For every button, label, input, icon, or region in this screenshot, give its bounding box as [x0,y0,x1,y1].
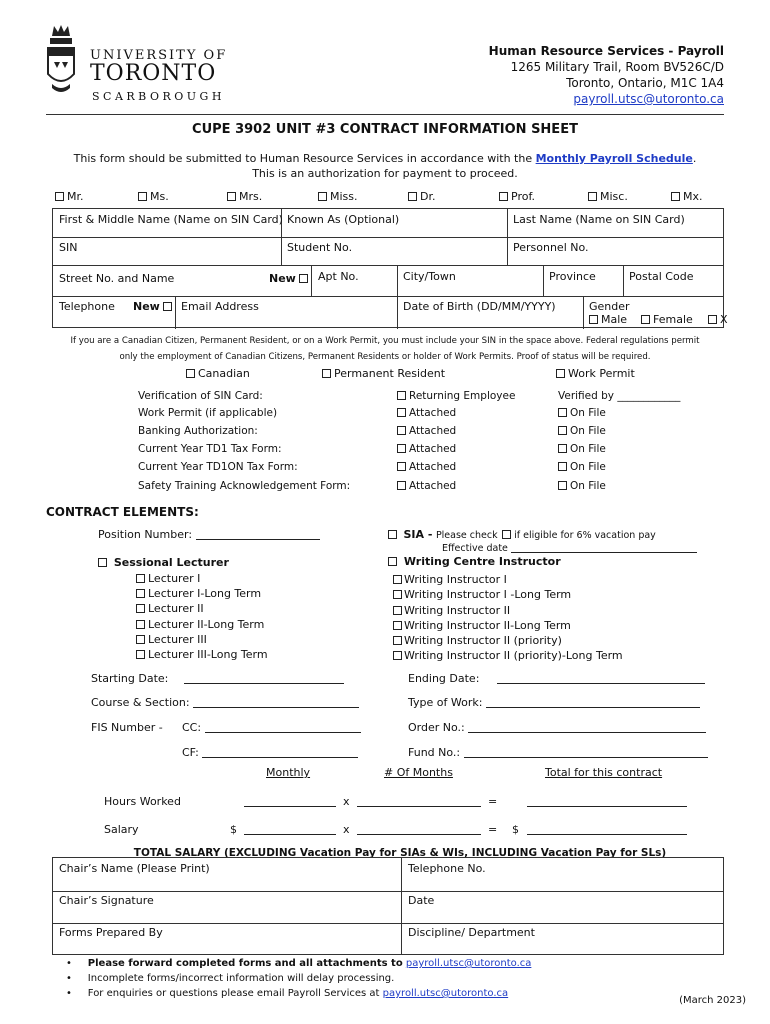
province-field[interactable]: Province [549,270,596,283]
citizenship-note-line1: If you are a Canadian Citizen, Permanent Resident, or on a Work Permit, you must include your SIN in the space above. Federal regulations permit [70,336,700,346]
office-name: Human Resource Services - Payroll [488,44,724,58]
salutation-mr[interactable]: Mr. [55,190,84,203]
salary-months-field[interactable] [357,823,481,836]
course-section-field[interactable]: Course & Section: [91,696,359,709]
chair-telephone-field[interactable]: Telephone No. [408,862,486,875]
footer-email-link-2[interactable]: payroll.utsc@utoronto.ca [382,988,509,999]
salutation-mx[interactable]: Mx. [671,190,703,203]
office-address1: 1265 Military Trail, Room BV526C/D [510,60,724,74]
hours-monthly-field[interactable] [244,795,336,808]
monthly-header: Monthly [266,766,311,779]
lecturer-list [136,571,268,662]
chair-name-field[interactable]: Chair’s Name (Please Print) [59,862,210,875]
writing-centre-checkbox[interactable]: Writing Centre Instructor [388,555,561,568]
prepared-by-field[interactable]: Forms Prepared By [59,926,163,939]
logo-toronto: TORONTO [90,61,217,86]
td1on-onfile-checkbox[interactable]: On File [558,461,606,473]
salary-x: x [343,823,350,836]
lecturer-option[interactable]: Lecturer III-Long Term [136,647,268,662]
td1-onfile-checkbox[interactable]: On File [558,443,606,455]
salutation-dr[interactable]: Dr. [408,190,435,203]
apt-field[interactable]: Apt No. [318,270,359,283]
known-as-field[interactable]: Known As (Optional) [287,213,400,226]
personal-info-grid [52,208,728,328]
verification-label: Current Year TD1 Tax Form: [138,443,282,455]
last-name-field[interactable]: Last Name (Name on SIN Card) [513,213,685,226]
fis-number-label: FIS Number - [91,721,163,734]
signoff-grid [52,857,724,955]
signature-date-field[interactable]: Date [408,894,435,907]
work-permit-attached-checkbox[interactable]: Attached [397,407,456,419]
email-field[interactable]: Email Address [181,300,259,313]
student-no-field[interactable]: Student No. [287,241,353,254]
citizenship-note [0,333,770,365]
hours-months-field[interactable] [357,795,481,808]
salutation-ms[interactable]: Ms. [138,190,169,203]
telephone-field[interactable]: Telephone [59,300,115,313]
safety-onfile-checkbox[interactable]: On File [558,480,606,492]
writing-list [393,572,623,664]
total-contract-header: Total for this contract [545,766,663,779]
city-field[interactable]: City/Town [403,270,456,283]
safety-attached-checkbox[interactable]: Attached [397,480,456,492]
salary-monthly-field[interactable] [244,823,336,836]
office-block [489,43,724,107]
salary-total-field[interactable] [527,823,687,836]
td1on-attached-checkbox[interactable]: Attached [397,461,456,473]
header-rule [46,114,724,115]
contract-heading: CONTRACT ELEMENTS: [46,505,199,519]
writing-option[interactable]: Writing Instructor II [393,603,623,618]
salutation-miss[interactable]: Miss. [318,190,358,203]
salutation-mrs[interactable]: Mrs. [227,190,262,203]
fund-no-field[interactable]: Fund No.: [408,746,708,759]
sessional-lecturer-checkbox[interactable]: Sessional Lecturer [98,556,229,569]
salary-label: Salary [104,823,139,836]
verification-label: Current Year TD1ON Tax Form: [138,461,298,473]
dob-field[interactable]: Date of Birth (DD/MM/YYYY) [403,300,556,313]
discipline-field[interactable]: Discipline/ Department [408,926,535,939]
lecturer-option[interactable]: Lecturer II-Long Term [136,617,268,632]
writing-option[interactable]: Writing Instructor II-Long Term [393,618,623,633]
citizenship-note-line2: only the employment of Canadian Citizens, Permanent Residents or holder of Work Permits. Proof of status will be required. [119,352,651,362]
logo-university-of: UNIVERSITY OF [90,48,228,63]
writing-option[interactable]: Writing Instructor I -Long Term [393,587,623,602]
hours-total-field[interactable] [527,795,687,808]
first-name-field[interactable]: First & Middle Name (Name on SIN Card) [59,213,283,226]
work-permit-onfile-checkbox[interactable]: On File [558,407,606,419]
td1-attached-checkbox[interactable]: Attached [397,443,456,455]
starting-date-field[interactable]: Starting Date: [91,672,344,685]
footer-bullets [66,956,531,1001]
salary-total-dollar: $ [512,823,519,836]
cf-field[interactable]: CF: [182,746,358,759]
status-permanent-checkbox[interactable]: Permanent Resident [322,367,445,380]
salutation-misc[interactable]: Misc. [588,190,628,203]
lecturer-option[interactable]: Lecturer III [136,632,268,647]
ending-date-field[interactable]: Ending Date: [408,672,705,685]
payroll-schedule-link[interactable]: Monthly Payroll Schedule [535,152,693,165]
hours-x: x [343,795,350,808]
office-address2: Toronto, Ontario, M1C 1A4 [566,76,724,90]
footer-bullet-1: • Please forward completed forms and all attachments to payroll.utsc@utoronto.ca [66,958,532,969]
intro-text [0,151,770,181]
sin-field[interactable]: SIN [59,241,78,254]
order-no-field[interactable]: Order No.: [408,721,706,734]
postal-code-field[interactable]: Postal Code [629,270,694,283]
type-of-work-field[interactable]: Type of Work: [408,696,700,709]
office-email-link[interactable]: payroll.utsc@utoronto.ca [573,92,724,106]
writing-option[interactable]: Writing Instructor II (priority)-Long Term [393,648,623,663]
salutation-prof[interactable]: Prof. [499,190,535,203]
cc-field[interactable]: CC: [182,721,361,734]
sia-checkbox[interactable]: SIA - Please check if eligible for 6% vacation pay [388,528,656,541]
lecturer-option[interactable]: Lecturer II [136,601,268,616]
intro-line2: This is an authorization for payment to proceed. [252,167,518,180]
verified-by-field[interactable]: Verified by ____________ [558,390,681,402]
salary-dollar: $ [230,823,237,836]
total-salary-heading: TOTAL SALARY (EXCLUDING Vacation Pay for SIAs & WIs, INCLUDING Vacation Pay for SLs) [133,847,667,859]
page-title: CUPE 3902 UNIT #3 CONTRACT INFORMATION SHEET [192,122,578,137]
revision-date: (March 2023) [679,995,746,1006]
returning-employee-checkbox[interactable]: Returning Employee [397,390,515,402]
street-field[interactable]: Street No. and Name [59,272,175,285]
gender-female-checkbox[interactable]: Female [641,313,693,326]
intro-part2: . [692,152,697,165]
intro-part1: This form should be submitted to Human Resource Services in accordance with the [73,152,536,165]
chair-signature-field[interactable]: Chair’s Signature [59,894,154,907]
verification-label: Safety Training Acknowledgement Form: [138,480,351,492]
university-crest-icon [44,22,78,102]
num-months-header: # Of Months [384,766,453,779]
hours-worked-label: Hours Worked [104,795,181,808]
footer-bullet-2: • Incomplete forms/incorrect information will delay processing. [66,973,395,984]
telephone-new-checkbox[interactable]: New [133,300,172,313]
banking-attached-checkbox[interactable]: Attached [397,425,456,437]
personnel-no-field[interactable]: Personnel No. [513,241,589,254]
gender-male-checkbox[interactable]: Male [589,313,627,326]
lecturer-option[interactable]: Lecturer I-Long Term [136,586,268,601]
status-canadian-checkbox[interactable]: Canadian [186,367,250,380]
street-new-checkbox[interactable]: New [269,272,308,285]
footer-bullet-3: • For enquiries or questions please email Payroll Services at payroll.utsc@utoronto.ca [66,988,509,999]
salary-eq: = [488,823,498,836]
verification-label: Verification of SIN Card: [138,390,263,402]
writing-option[interactable]: Writing Instructor I [393,572,623,587]
hours-eq: = [488,795,498,808]
gender-label: Gender [589,300,630,313]
verification-label: Banking Authorization: [138,425,258,437]
footer-email-link[interactable]: payroll.utsc@utoronto.ca [405,958,532,969]
verification-label: Work Permit (if applicable) [138,407,278,419]
lecturer-option[interactable]: Lecturer I [136,571,268,586]
effective-date-field[interactable]: Effective date [442,543,697,554]
logo-scarborough: SCARBOROUGH [92,90,225,103]
position-number-field[interactable]: Position Number: [98,528,320,541]
status-work-permit-checkbox[interactable]: Work Permit [556,367,635,380]
gender-x-checkbox[interactable]: X [708,313,728,326]
banking-onfile-checkbox[interactable]: On File [558,425,606,437]
writing-option[interactable]: Writing Instructor II (priority) [393,633,623,648]
